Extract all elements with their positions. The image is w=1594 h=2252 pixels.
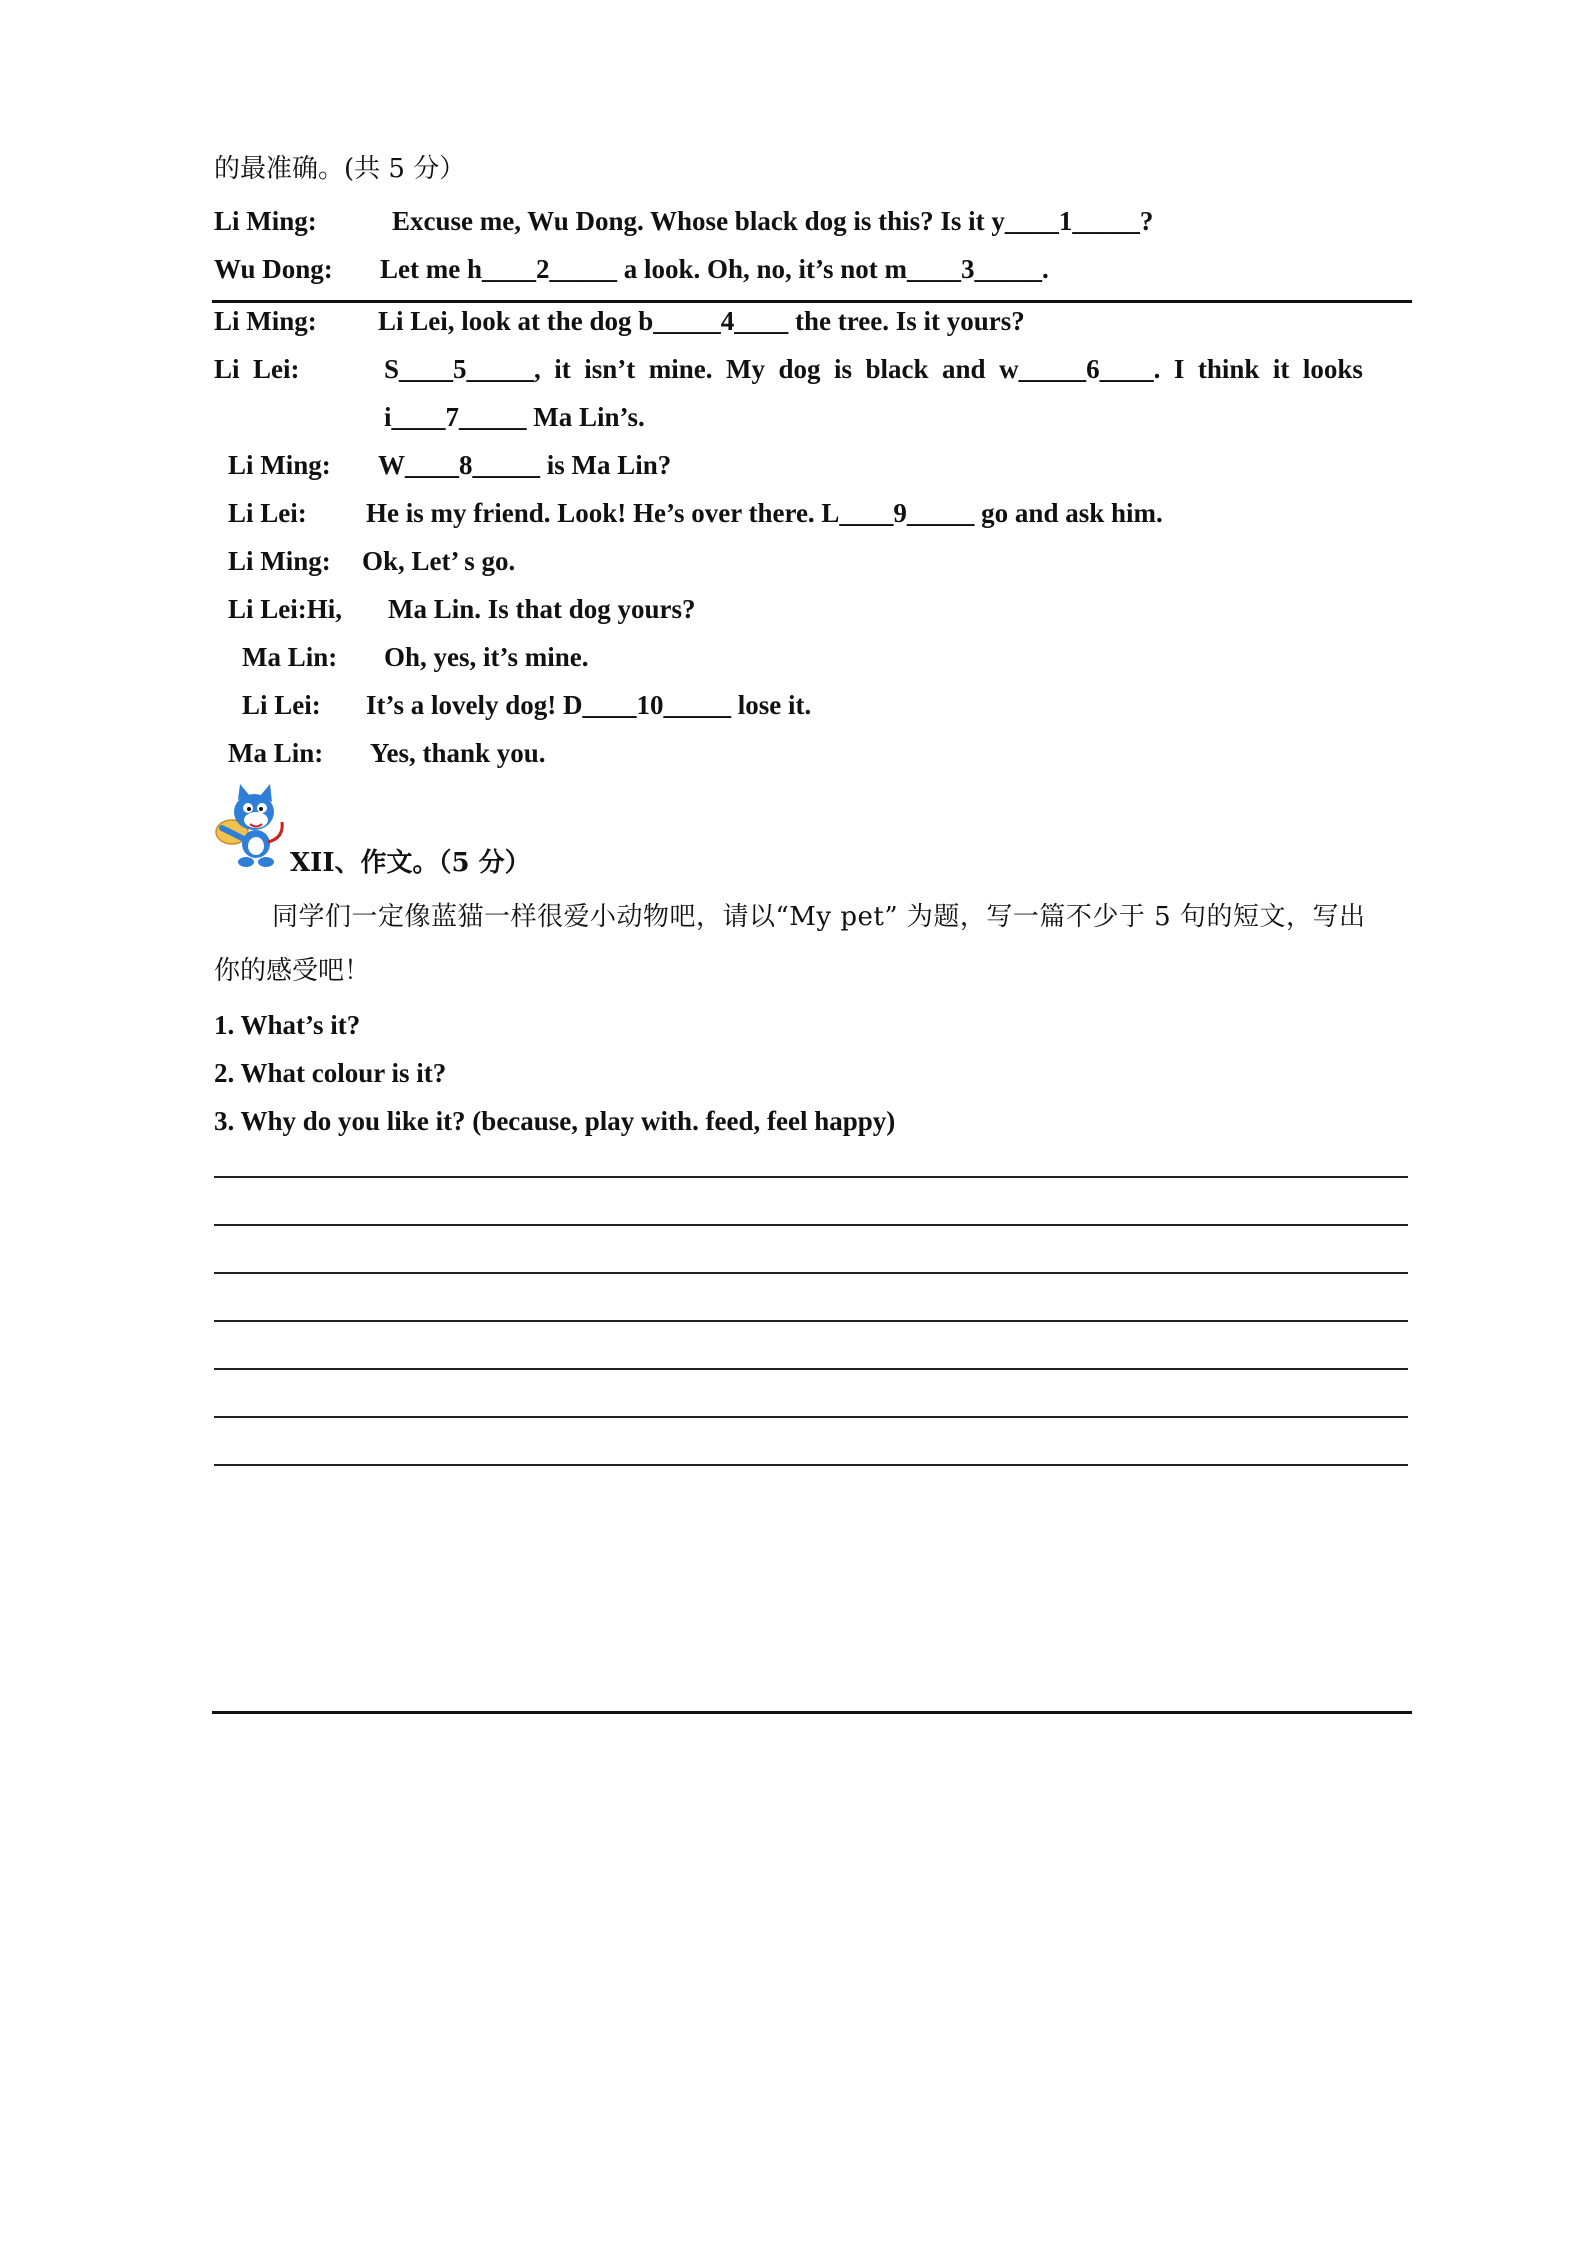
dialogue-speaker: Wu Dong: — [214, 254, 333, 284]
dialogue-line: Excuse me, Wu Dong. Whose black dog is this? Is it y____1_____? — [392, 206, 1154, 236]
dialogue-speaker: Li Lei: — [228, 498, 307, 528]
divider-line — [212, 300, 1412, 303]
dialogue-line: Let me h____2_____ a look. Oh, no, it’s not m____3_____. — [380, 254, 1049, 284]
writing-line — [214, 1416, 1408, 1418]
dialogue-line: Oh, yes, it’s mine. — [384, 642, 589, 672]
dialogue-line-continuation: i____7_____ Ma Lin’s. — [384, 402, 645, 432]
writing-line — [214, 1368, 1408, 1370]
dialogue-line: It’s a lovely dog! D____10_____ lose it. — [366, 690, 812, 720]
dialogue-line: Yes, thank you. — [370, 738, 546, 768]
dialogue-line: Ma Lin. Is that dog yours? — [388, 594, 696, 624]
instruction-text: 你的感受吧！ — [214, 956, 371, 986]
dialogue-line: Li Lei, look at the dog b_____4____ the tree. Is it yours? — [378, 306, 1025, 336]
dialogue-speaker: Ma Lin: — [228, 738, 324, 768]
dialogue-line: S____5_____, it isn’t mine. My dog is black and w_____6____. I think it looks — [384, 354, 1363, 384]
guide-question: 2. What colour is it? — [214, 1058, 447, 1088]
blue-cat-mascot-icon — [210, 782, 290, 872]
dialogue-speaker: Li Lei: — [214, 354, 300, 384]
dialogue-speaker: Li Lei:Hi, — [228, 594, 342, 624]
writing-line — [214, 1464, 1408, 1466]
writing-line — [214, 1272, 1408, 1274]
guide-question: 3. Why do you like it? (because, play with. feed, feel happy) — [214, 1106, 896, 1136]
footer-rule — [212, 1711, 1412, 1714]
dialogue-speaker: Ma Lin: — [242, 642, 338, 672]
guide-question: 1. What’s it? — [214, 1010, 361, 1040]
dialogue-speaker: Li Lei: — [242, 690, 321, 720]
dialogue-line: W____8_____ is Ma Lin? — [378, 450, 672, 480]
section-title: XII、作文。（5 分） — [290, 848, 531, 878]
instruction-text: 同学们一定像蓝猫一样很爱小动物吧，请以“My pet” 为题，写一篇不少于 5 句的短文，写出 — [272, 902, 1366, 932]
writing-line — [214, 1320, 1408, 1322]
dialogue-line: He is my friend. Look! He’s over there. L____9_____ go and ask him. — [366, 498, 1163, 528]
dialogue-speaker: Li Ming: — [228, 546, 331, 576]
writing-line — [214, 1224, 1408, 1226]
dialogue-speaker: Li Ming: — [214, 206, 317, 236]
dialogue-speaker: Li Ming: — [214, 306, 317, 336]
dialogue-line: Ok, Let’ s go. — [362, 546, 516, 576]
intro-tail: 的最准确。(共 5 分） — [214, 154, 466, 184]
dialogue-speaker: Li Ming: — [228, 450, 331, 480]
writing-line — [214, 1176, 1408, 1178]
